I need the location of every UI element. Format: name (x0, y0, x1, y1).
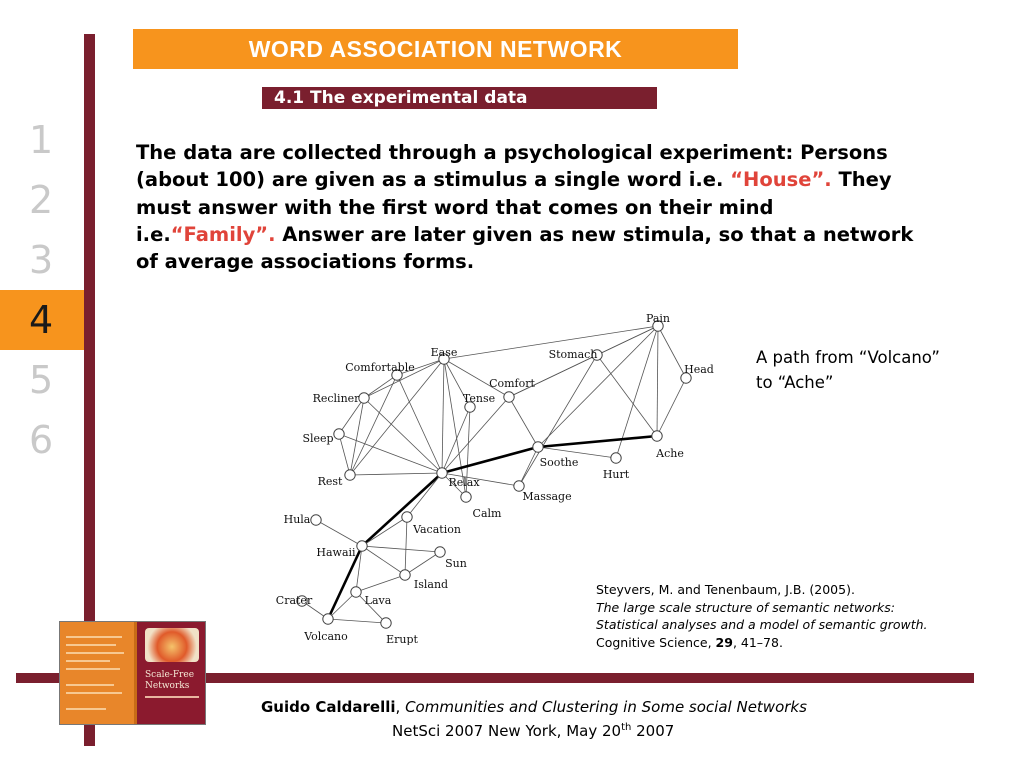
network-edge (509, 355, 597, 397)
section-number-5[interactable]: 5 (29, 358, 54, 402)
footer-author-line (261, 698, 807, 716)
network-edge (509, 397, 538, 447)
node-label-ache: Ache (656, 447, 684, 460)
node-soothe (533, 442, 543, 452)
book-text-line (66, 684, 114, 686)
node-label-massage: Massage (522, 490, 572, 503)
body-text-part2: They must answer with the first word that comes on their mind i.e. (136, 168, 892, 246)
section-number-2[interactable]: 2 (29, 178, 54, 222)
network-edge (657, 378, 686, 436)
node-label-ease: Ease (430, 346, 458, 359)
footer-event-line (392, 722, 674, 740)
node-rest (345, 470, 355, 480)
network-edge (405, 552, 440, 575)
node-label-comfort: Comfort (489, 377, 535, 390)
node-label-crater: Crater (275, 594, 313, 607)
footer-author: Guido Caldarelli (261, 698, 396, 716)
network-edge (328, 619, 386, 623)
reference-authors: Steyvers, M. and Tenenbaum, J.B. (2005). (596, 582, 855, 597)
node-label-tense: Tense (462, 392, 496, 405)
node-erupt (381, 618, 391, 628)
node-label-sun: Sun (445, 557, 467, 570)
highlight-family: “Family”. (170, 222, 276, 246)
path-note-line2: to “Ache” (756, 373, 834, 392)
reference-title-line1: The large scale structure of semantic networks: (596, 599, 895, 615)
node-vacation (402, 512, 412, 522)
book-subtitle-rule (145, 696, 199, 698)
node-hurt (611, 453, 621, 463)
network-edge (538, 326, 658, 447)
network-edge (658, 326, 686, 378)
reference-title-line2: Statistical analyses and a model of semantic growth. (596, 617, 928, 632)
network-edge (405, 517, 407, 575)
slide-subtitle: 4.1 The experimental data (262, 87, 657, 109)
node-calm (461, 492, 471, 502)
node-label-hawaii: Hawaii (316, 546, 356, 559)
path-note-line1: A path from “Volcano” (756, 348, 940, 367)
node-label-lava: Lava (364, 594, 392, 607)
path-edge (442, 447, 538, 473)
node-label-calm: Calm (472, 507, 502, 520)
network-edge (442, 359, 444, 473)
node-sleep (334, 429, 344, 439)
node-sun (435, 547, 445, 557)
node-label-hula: Hula (283, 513, 311, 526)
node-label-pain: Pain (645, 312, 671, 325)
node-lava (351, 587, 361, 597)
body-text-part3: Answer are later given as new stimula, so that a network of average associations forms. (136, 222, 914, 274)
network-edge (328, 592, 356, 619)
book-text-line (66, 692, 122, 694)
reference-pages: , 41–78. (732, 634, 783, 650)
network-edge (362, 517, 407, 546)
path-edge (538, 436, 657, 447)
path-note (756, 345, 940, 395)
node-label-erupt: Erupt (386, 633, 418, 645)
network-edge (364, 375, 397, 398)
section-number-6[interactable]: 6 (29, 418, 54, 462)
section-number-4-active[interactable]: 4 (0, 290, 84, 350)
book-title-line1: Scale-Free (145, 670, 195, 680)
book-front-cover (60, 622, 134, 724)
network-edge (442, 407, 470, 473)
node-label-relax: Relax (448, 476, 480, 489)
book-text-line (66, 636, 122, 638)
book-text-line (66, 652, 124, 654)
book-back-cover (137, 622, 205, 724)
book-title (145, 670, 194, 692)
node-comfort (504, 392, 514, 402)
node-hawaii (357, 541, 367, 551)
slide-title: WORD ASSOCIATION NETWORK (133, 29, 738, 69)
book-text-line (66, 668, 120, 670)
highlight-house: “House”. (730, 168, 832, 192)
network-edge (316, 520, 362, 546)
node-ache (652, 431, 662, 441)
node-label-stomach: Stomach (548, 348, 598, 361)
book-title-line2: Networks (145, 681, 190, 691)
network-edge (350, 398, 364, 475)
network-edge (407, 473, 442, 517)
footer-year: 2007 (631, 722, 675, 740)
footer-talk-title: Communities and Clustering in Some social Networks (405, 698, 807, 716)
network-edge (356, 575, 405, 592)
reference-journal (596, 634, 928, 652)
node-label-recliner: Recliner (312, 392, 360, 405)
book-text-line (66, 708, 106, 710)
network-edge (362, 546, 440, 552)
node-label-volcano: Volcano (304, 630, 348, 643)
network-edge (339, 434, 350, 475)
body-paragraph (136, 139, 916, 275)
network-edge (350, 473, 442, 475)
node-label-island: Island (413, 578, 449, 591)
reference-volume: 29 (715, 634, 733, 650)
node-label-hurt: Hurt (602, 468, 630, 481)
body-text-part1: The data are collected through a psychological experiment: Persons (about 100) are given as a stimulus a single word i.e. (136, 141, 888, 192)
book-text-line (66, 660, 110, 662)
book-network-artwork (145, 628, 199, 662)
node-label-sleep: Sleep (302, 432, 334, 445)
node-label-rest: Rest (317, 475, 343, 488)
node-label-head: Head (684, 363, 714, 376)
footer-separator: , (395, 698, 406, 716)
node-volcano (323, 614, 333, 624)
reference-citation (596, 581, 928, 651)
network-edge (362, 546, 405, 575)
section-number-3[interactable]: 3 (29, 238, 54, 282)
network-edge (519, 447, 538, 486)
node-hula (311, 515, 321, 525)
book-cover-image (59, 621, 206, 725)
section-number-1[interactable]: 1 (29, 118, 54, 162)
network-edge (350, 375, 397, 475)
node-label-vacation: Vacation (413, 523, 461, 536)
reference-journal-name: Cognitive Science, (596, 634, 716, 650)
footer-event-sup: th (621, 722, 632, 733)
node-relax (437, 468, 447, 478)
node-label-soothe: Soothe (539, 456, 579, 469)
node-island (400, 570, 410, 580)
node-recliner (359, 393, 369, 403)
footer-event: NetSci 2007 New York, May 20 (392, 722, 622, 740)
network-edge (657, 326, 658, 436)
node-label-comfortable: Comfortable (345, 361, 415, 374)
book-text-line (66, 644, 116, 646)
section-number-nav (0, 110, 84, 470)
